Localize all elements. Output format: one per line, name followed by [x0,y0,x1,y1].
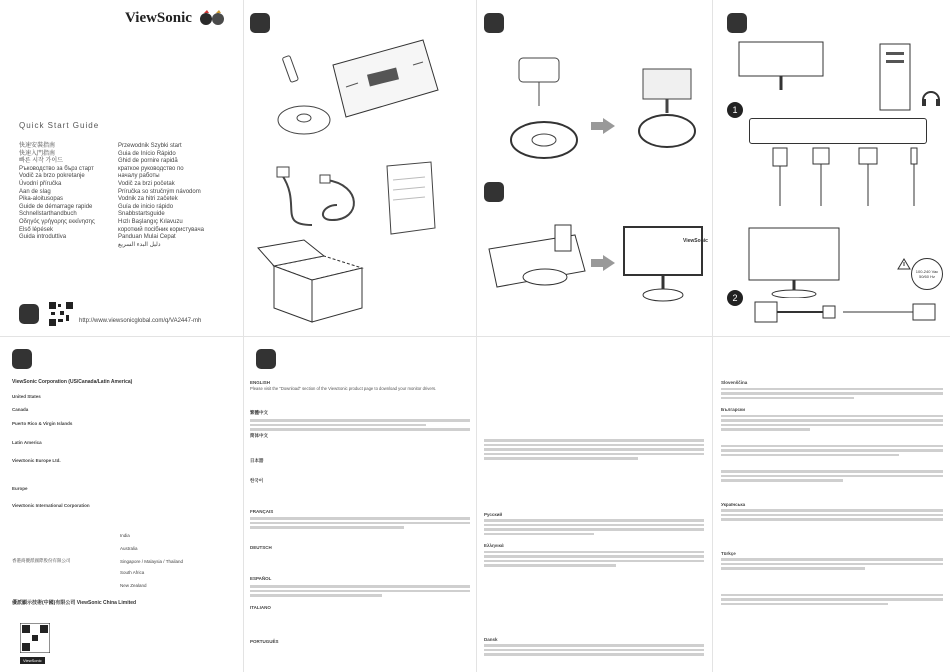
section-heading: 繁體中文 [250,410,268,415]
qr-caption: ViewSonic [20,657,45,664]
monitor-rear-illustration [737,40,825,96]
text-block-lines [721,594,943,606]
birds-logo-icon [198,10,228,26]
language-title: Guide de démarrage rapide [19,203,93,210]
languages-panel-b [721,380,943,668]
step-1-badge: 1 [727,102,743,118]
book-icon [19,304,39,324]
language-title: دليل البدء السريع [118,241,161,248]
region-label: ViewSonic International Corporation [12,503,90,508]
info-icon [256,349,276,369]
english-text: Please visit the "Download" section of the ViewSonic product page to download your monitor drivers. [250,386,437,391]
language-title: Οδηγός γρήγορης εκκίνησης [19,218,95,225]
language-title: краткое руководство по [118,165,184,172]
language-heading: Türkçe [721,550,736,556]
language-heading: Български [721,407,746,412]
section-heading: ENGLISH [250,380,271,385]
region-label: Puerto Rico & Virgin Islands [12,421,73,426]
language-title: Schnellstarthandbuch [19,211,77,218]
region-label: New Zealand [120,583,147,588]
language-title: Przewodnik Szybki start [118,143,182,149]
text-block-lines [484,644,704,656]
tool-icon [484,182,504,202]
attach-neck-illustration [485,215,590,305]
language-title: Guía de inicio rápido [118,203,174,210]
languages-panel-a [484,437,706,667]
language-title: Hızlı Başlangıç Kılavuzu [118,218,183,225]
text-block-lines [721,415,943,431]
section-heading: 日本語 [250,458,264,463]
headphones-icon [920,86,942,108]
language-title: короткий посібник користувача [118,226,204,233]
open-box-illustration [254,236,374,324]
region-label: South Africa [120,570,145,575]
language-title: Guia de Início Rápido [118,150,176,157]
base-locked-illustration [625,65,705,155]
region-label: Australia [120,546,138,551]
next-step-arrow [603,118,615,134]
region-label: ViewSonic Europe Ltd. [12,458,61,463]
text-block-lines [721,509,943,521]
cables-illustration [763,146,933,206]
language-title: Aan de slag [19,188,51,195]
language-heading: Ελληνικά [484,543,504,548]
language-title: Ghid de pornire rapidă [118,158,178,165]
language-title: Úvodní příručka [19,180,62,187]
language-title: 빠른 시작 가이드 [19,158,63,165]
guide-title: Quick Start Guide [19,121,100,130]
na-heading: ViewSonic Corporation (US/Canada/Latin America) [12,379,133,385]
language-heading: Русский [484,511,503,517]
pc-tower-icon [878,42,912,112]
section-heading: ESPAÑOL [250,576,272,581]
wechat-qr-icon [20,623,50,653]
section-heading: PORTUGUÊS [250,639,279,644]
step-2-badge: 2 [727,290,743,306]
region-label: Canada [12,407,29,412]
box-icon [250,13,270,33]
cover-panel [0,0,243,336]
region-label: India [120,533,130,538]
base-attach-illustration [499,48,584,168]
section-heading: ITALIANO [250,605,271,610]
support-url[interactable]: http://www.viewsonicglobal.com/q/VA2447-mh [79,318,202,324]
qr-code-icon [48,301,74,327]
section-heading: FRANÇAIS [250,509,274,514]
language-title: Príručka so stručným návodom [118,188,201,195]
language-title: Vodnik za hitri začetek [118,196,178,203]
language-title: Snabbstartsguide [118,211,165,218]
china-heading: 優派顯示技術(中國)有限公司 ViewSonic China Limited [12,600,137,606]
section-heading: 简体中文 [250,433,268,438]
language-title: 快速入門指南 [19,150,56,157]
cable-illustration [272,165,372,235]
monitor-back-illustration [328,35,440,120]
power-cord-illustration [753,300,943,324]
text-block-lines [250,417,470,433]
language-title: Vodič za brzo pokretanje [19,173,85,180]
document-illustration [379,160,439,236]
region-label: Europe [12,486,28,491]
info-panel [244,337,476,672]
text-block-lines [721,558,943,570]
brand-logo: ViewSonic [125,10,192,26]
display-front-illustration [747,226,842,298]
phone-icon [12,349,32,369]
language-title: Guida introduttiva [19,234,67,241]
monitor-brand-label: ViewSonic [683,238,708,244]
warning-icon [897,258,911,270]
language-heading: Slovenščina [721,380,748,385]
power-rating-badge: 100-240 Vac 50/60 Hz [911,258,943,290]
text-block-lines [484,519,704,535]
connection-panel [713,0,950,336]
section-heading: 한국어 [250,478,264,483]
monitor-upright-illustration [622,225,704,305]
language-title: Panduan Mulai Cepat [118,234,176,241]
tool-icon [484,13,504,33]
package-contents-panel [244,0,476,336]
language-title: Pika-aloitusopas [19,196,64,203]
port-panel [749,118,927,144]
plug-icon [727,13,747,33]
language-heading: Українська [721,501,746,507]
language-title: Ръководство за бърз старт [19,165,94,172]
text-block-lines [484,439,704,460]
text-block-lines [484,551,704,567]
text-block-lines [721,470,943,482]
text-block-lines [250,583,470,599]
text-block-lines [721,388,943,400]
region-label: Latin America [12,440,42,445]
language-title: началу работы [118,173,160,180]
region-label: Singapore / Malaysia / Thailand [120,559,183,564]
text-block-lines [721,445,943,457]
stand-assembly-panel [477,0,712,336]
language-title: 快速安裝指南 [19,143,56,149]
corp-label: 香港商優派國際股份有限公司 [12,558,71,563]
language-heading: Dansk [484,636,498,642]
contacts-panel [0,337,243,672]
next-step-arrow [603,255,615,271]
text-block-lines [250,515,470,531]
language-title: Vodič za brzi početak [118,180,175,187]
language-list-left [19,143,95,242]
region-label: United States [12,394,41,399]
section-heading: DEUTSCH [250,545,272,550]
language-title: Első lépések [19,226,54,233]
language-list-right [118,143,204,249]
